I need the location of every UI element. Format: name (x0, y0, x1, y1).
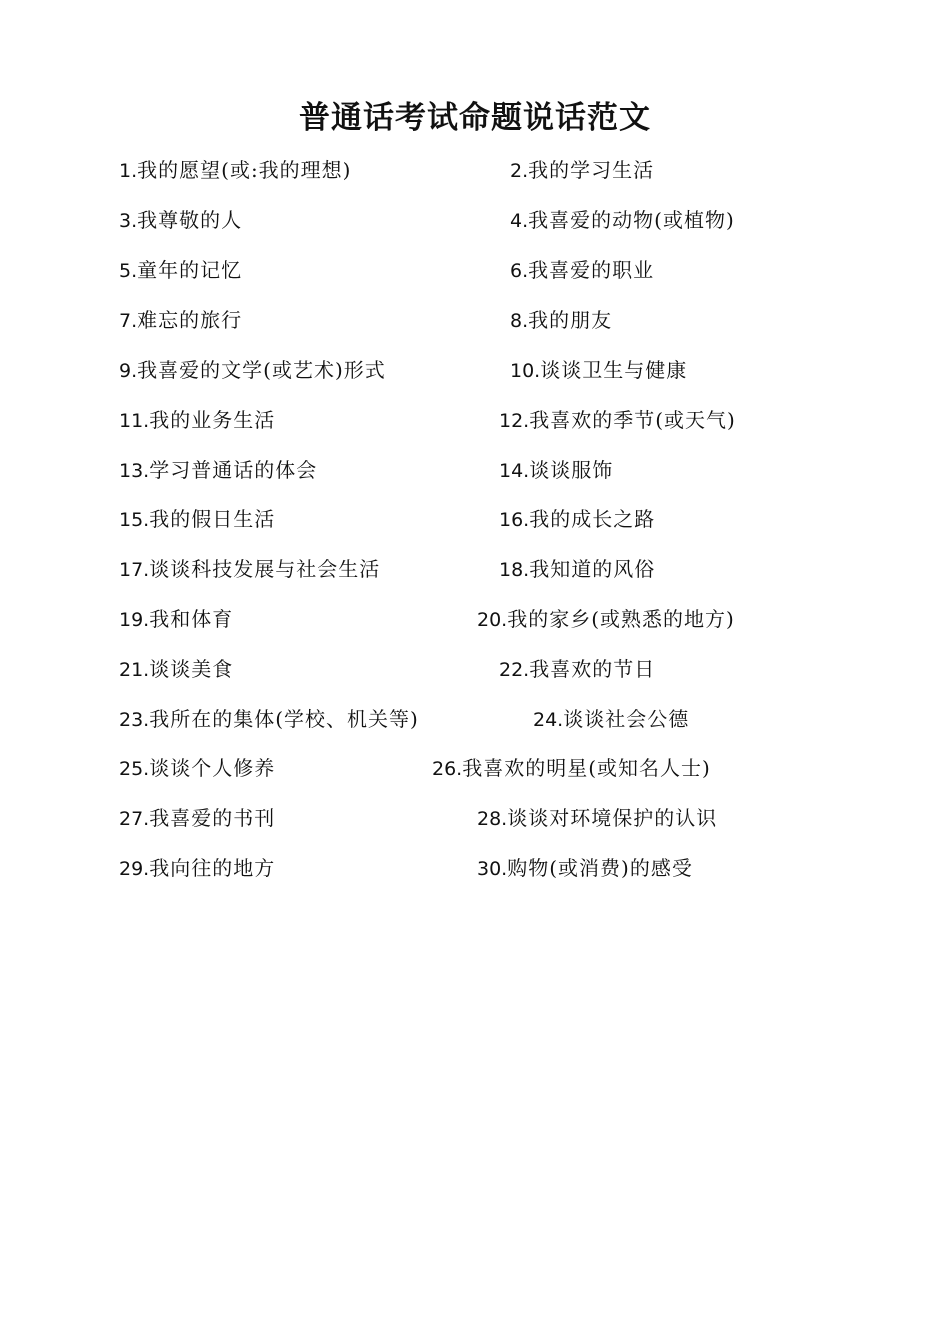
topic-number: 22. (499, 659, 530, 681)
topic-text: 我的成长之路 (529, 507, 656, 531)
topic-number: 24. (533, 709, 564, 731)
topic-item (533, 703, 689, 735)
topic-number: 10. (510, 360, 541, 382)
topic-text: 我喜欢的节日 (529, 657, 656, 681)
topic-item (119, 703, 419, 735)
topic-item (499, 404, 736, 436)
topic-number: 9. (119, 360, 138, 382)
topic-number: 19. (119, 609, 150, 631)
topic-number: 30. (477, 858, 508, 880)
topic-text: 谈谈美食 (149, 657, 234, 681)
topic-number: 28. (477, 808, 508, 830)
topic-number: 1. (119, 160, 138, 182)
topic-item (510, 154, 654, 186)
topic-text: 谈谈服饰 (529, 458, 614, 482)
topic-number: 20. (477, 609, 508, 631)
topic-text: 我向往的地方 (149, 856, 276, 880)
topic-item (119, 653, 233, 685)
topic-item (477, 852, 693, 884)
topic-text: 我和体育 (149, 607, 234, 631)
topic-number: 5. (119, 260, 138, 282)
topic-number: 15. (119, 509, 150, 531)
topic-item (477, 603, 735, 635)
topic-number: 25. (119, 758, 150, 780)
topic-number: 4. (510, 210, 529, 232)
topic-item (119, 254, 242, 286)
topic-item (119, 852, 275, 884)
topic-item (119, 603, 233, 635)
topic-text: 我的家乡(或熟悉的地方) (507, 607, 735, 631)
topic-number: 12. (499, 410, 530, 432)
topic-number: 16. (499, 509, 530, 531)
topic-item (119, 752, 275, 784)
topic-text: 我喜爱的动物(或植物) (528, 208, 735, 232)
topic-text: 我尊敬的人 (137, 208, 243, 232)
topic-text: 我的愿望(或:我的理想) (137, 158, 352, 182)
topic-text: 童年的记忆 (137, 258, 243, 282)
topic-number: 18. (499, 559, 530, 581)
topic-number: 7. (119, 310, 138, 332)
topic-text: 购物(或消费)的感受 (507, 856, 693, 880)
topic-text: 谈谈科技发展与社会生活 (149, 557, 381, 581)
topic-text: 我知道的风俗 (529, 557, 656, 581)
topic-item (119, 204, 242, 236)
topic-item (499, 553, 655, 585)
topic-text: 谈谈卫生与健康 (540, 358, 688, 382)
topic-number: 21. (119, 659, 150, 681)
topic-text: 谈谈社会公德 (563, 707, 690, 731)
document-title: 普通话考试命题说话范文 (299, 100, 651, 136)
topic-item (477, 802, 717, 834)
topic-item (119, 154, 351, 186)
topic-item (119, 553, 380, 585)
topic-number: 17. (119, 559, 150, 581)
topic-text: 我的假日生活 (149, 507, 276, 531)
topic-item (510, 304, 612, 336)
topic-text: 我喜爱的职业 (528, 258, 655, 282)
topic-item (510, 354, 687, 386)
topic-number: 11. (119, 410, 150, 432)
topic-item (510, 204, 735, 236)
topic-number: 3. (119, 210, 138, 232)
topic-item (432, 752, 711, 784)
topic-item (119, 354, 386, 386)
topic-text: 我的业务生活 (149, 408, 276, 432)
topic-item (499, 503, 655, 535)
topic-text: 我的朋友 (528, 308, 613, 332)
topic-item (119, 503, 275, 535)
topic-item (119, 404, 275, 436)
topic-text: 我所在的集体(学校、机关等) (149, 707, 419, 731)
topic-text: 我喜爱的文学(或艺术)形式 (137, 358, 386, 382)
topic-item (499, 653, 655, 685)
topic-number: 27. (119, 808, 150, 830)
topic-number: 2. (510, 160, 529, 182)
topic-item (510, 254, 654, 286)
topic-text: 学习普通话的体会 (149, 458, 318, 482)
topic-number: 23. (119, 709, 150, 731)
topic-item (119, 304, 242, 336)
topic-text: 谈谈对环境保护的认识 (507, 806, 718, 830)
topic-text: 我喜爱的书刊 (149, 806, 276, 830)
topic-text: 我喜欢的明星(或知名人士) (462, 756, 711, 780)
topic-item (119, 802, 275, 834)
topic-number: 14. (499, 460, 530, 482)
topic-item (119, 454, 317, 486)
topic-number: 6. (510, 260, 529, 282)
topic-item (499, 454, 613, 486)
topic-text: 难忘的旅行 (137, 308, 243, 332)
topic-text: 我的学习生活 (528, 158, 655, 182)
topic-text: 谈谈个人修养 (149, 756, 276, 780)
topic-text: 我喜欢的季节(或天气) (529, 408, 736, 432)
topic-number: 8. (510, 310, 529, 332)
topic-number: 29. (119, 858, 150, 880)
topic-number: 13. (119, 460, 150, 482)
topic-number: 26. (432, 758, 463, 780)
